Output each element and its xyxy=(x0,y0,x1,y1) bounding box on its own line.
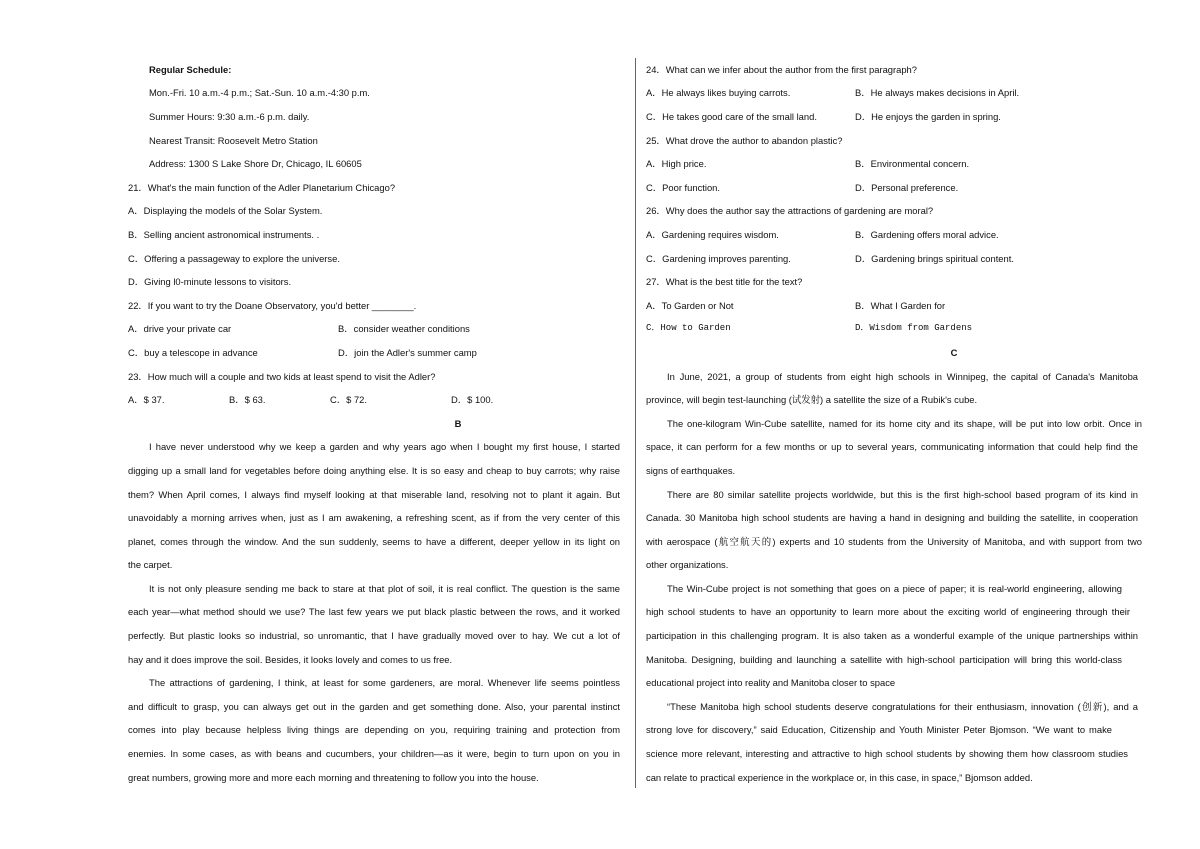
passage-b-line: I have never understood why we keep a garden and why years ago when I bought my first house, I started xyxy=(149,441,620,452)
passage-b-line: It is not only pleasure sending me back to stare at that plot of soil, it is real conflict. The question is the same xyxy=(149,583,620,594)
passage-b-line: hay and it does improve the soil. Besides, it looks lovely and comes to us free. xyxy=(128,654,453,665)
q22-option-c: C．buy a telescope in advance xyxy=(128,347,258,358)
q27-option-b: B．What I Garden for xyxy=(855,300,946,311)
passage-c-line: The one-kilogram Win-Cube satellite, named for its home city and its shape, will be put into low orbit. Once in xyxy=(667,418,1142,429)
q23-option-b: B．$ 63. xyxy=(229,394,266,405)
passage-b-line: The attractions of gardening, I think, at least for some gardeners, are moral. Whenever life seems pointless xyxy=(149,677,620,688)
q27-option-d: D．Wisdom from Gardens xyxy=(855,323,973,333)
passage-c-line: can relate to practical experience in the workplace or, in this case, in space,” Bjomson added. xyxy=(646,772,1033,783)
q23-option-c: C．$ 72. xyxy=(330,394,367,405)
passage-c-line: There are 80 similar satellite projects worldwide, but this is the first high-school based program of its kind in xyxy=(667,489,1138,500)
passage-b-line: enemies. In some cases, as with beans and cucumbers, your children—as it were, begin to turn upon on you in xyxy=(128,748,620,759)
q21-option-d: D．Giving l0-minute lessons to visitors. xyxy=(128,276,292,287)
passage-c-line: “These Manitoba high school students deserve congratulations for their enthusiasm, innovation (创新), and a xyxy=(667,701,1138,712)
q24-option-b: B．He always makes decisions in April. xyxy=(855,87,1020,98)
passage-c-line: participation in this challenging program. It is also taken as a wonderful example of the unique partnerships within xyxy=(646,630,1138,641)
q26-option-c: C．Gardening improves parenting. xyxy=(646,253,791,264)
q26-option-a: A．Gardening requires wisdom. xyxy=(646,229,779,240)
q26-option-b: B．Gardening offers moral advice. xyxy=(855,229,999,240)
q22-option-b: B．consider weather conditions xyxy=(338,323,470,334)
passage-b-line: them? When April comes, I always find myself looking at that miserable land, resolving not to plant it again. But xyxy=(128,489,620,500)
passage-c-line: Canada. 30 Manitoba high school students are having a hand in designing and building the satellite, in cooperation xyxy=(646,512,1138,523)
passage-b-line: each year—what method should we use? The last few years we put black plastic between the rows, and it worked xyxy=(128,606,620,617)
summer-hours: Summer Hours: 9:30 a.m.-6 p.m. daily. xyxy=(149,111,310,122)
question-24: 24．What can we infer about the author from the first paragraph? xyxy=(646,64,917,75)
q24-option-a: A．He always likes buying carrots. xyxy=(646,87,791,98)
q21-option-b: B．Selling ancient astronomical instruments. . xyxy=(128,229,320,240)
passage-c-line: high school students to have an opportunity to learn more about the exciting world of engineering through their xyxy=(646,606,1130,617)
passage-b-line: perfectly. But plastic looks so industrial, so unromantic, that I have gradually moved over to hay. We cut a lot of xyxy=(128,630,620,641)
question-25: 25．What drove the author to abandon plastic? xyxy=(646,135,843,146)
question-23: 23．How much will a couple and two kids at least spend to visit the Adler? xyxy=(128,371,436,382)
passage-b-line: and difficult to grasp, you can always get out in the garden and get something done. Also, your parental instinct xyxy=(128,701,620,712)
schedule-title: Regular Schedule: xyxy=(149,64,232,75)
q25-option-b: B．Environmental concern. xyxy=(855,158,970,169)
q25-option-a: A．High price. xyxy=(646,158,707,169)
passage-b-line: great numbers, growing more and more each morning and threatening to follow you into the house. xyxy=(128,772,539,783)
passage-c-line: with aerospace (航空航天的) experts and 10 students from the University of Manitoba, and with support from two xyxy=(646,536,1142,547)
passage-c-line: signs of earthquakes. xyxy=(646,465,736,476)
passage-c-line: educational project into reality and Manitoba closer to space xyxy=(646,677,896,688)
passage-c-line: other organizations. xyxy=(646,559,729,570)
question-27: 27．What is the best title for the text? xyxy=(646,276,803,287)
q21-option-c: C．Offering a passageway to explore the universe. xyxy=(128,253,340,264)
address: Address: 1300 S Lake Shore Dr, Chicago, IL 60605 xyxy=(149,158,362,169)
q26-option-d: D．Gardening brings spiritual content. xyxy=(855,253,1014,264)
passage-c-line: province, will begin test-launching (试发射) a satellite the size of a Rubik's cube. xyxy=(646,394,978,405)
q27-option-c: C．How to Garden xyxy=(646,323,731,333)
q21-option-a: A．Displaying the models of the Solar System. xyxy=(128,205,323,216)
passage-c-line: space, it can perform for a few months or up to several years, communicating information that could help find the xyxy=(646,441,1138,452)
passage-c-line: strong love for discovery,” said Education, Citizenship and Youth Minister Peter Bjomson. “We want to make xyxy=(646,724,1112,735)
q25-option-c: C．Poor function. xyxy=(646,182,720,193)
passage-c-line: Manitoba. Designing, building and launching a satellite with high-school participation will bring this world-class xyxy=(646,654,1122,665)
passage-b-line: digging up a small land for vegetables before doing anything else. It is so easy and cheap to buy carrots; why raise xyxy=(128,465,620,476)
passage-b-line: the carpet. xyxy=(128,559,173,570)
q23-option-a: A．$ 37. xyxy=(128,394,165,405)
q24-option-c: C．He takes good care of the small land. xyxy=(646,111,817,122)
nearest-transit: Nearest Transit: Roosevelt Metro Station xyxy=(149,135,318,146)
q23-option-d: D．$ 100. xyxy=(451,394,494,405)
question-26: 26．Why does the author say the attractions of gardening are moral? xyxy=(646,205,934,216)
q27-option-a: A．To Garden or Not xyxy=(646,300,734,311)
question-21: 21．What's the main function of the Adler Planetarium Chicago? xyxy=(128,182,396,193)
passage-c-line: science more relevant, interesting and attractive to high school students by showing them how classroom studies xyxy=(646,748,1128,759)
section-b-label: B xyxy=(454,418,462,429)
passage-c-line: In June, 2021, a group of students from eight high schools in Winnipeg, the capital of Canada's Manitoba xyxy=(667,371,1138,382)
q25-option-d: D．Personal preference. xyxy=(855,182,959,193)
passage-b-line: planet, comes through the window. And the sun suddenly, seems to have a different, deeper yellow in its light on xyxy=(128,536,620,547)
passage-b-line: comes into play because helpless living things are depending on you, requiring training and protection from xyxy=(128,724,620,735)
passage-b-line: unavoidably a morning arrives when, just as I am awakening, a refreshing scent, as if from the very center of this xyxy=(128,512,620,523)
q22-option-d: D．join the Adler's summer camp xyxy=(338,347,477,358)
q22-option-a: A．drive your private car xyxy=(128,323,232,334)
passage-c-line: The Win-Cube project is not something that goes on a piece of paper; it is real-world engineering, allowing xyxy=(667,583,1122,594)
schedule-hours: Mon.-Fri. 10 a.m.-4 p.m.; Sat.-Sun. 10 a.m.-4:30 p.m. xyxy=(149,87,370,98)
question-22: 22．If you want to try the Doane Observatory, you'd better ________. xyxy=(128,300,417,311)
q24-option-d: D．He enjoys the garden in spring. xyxy=(855,111,1001,122)
section-c-label: C xyxy=(950,347,958,358)
